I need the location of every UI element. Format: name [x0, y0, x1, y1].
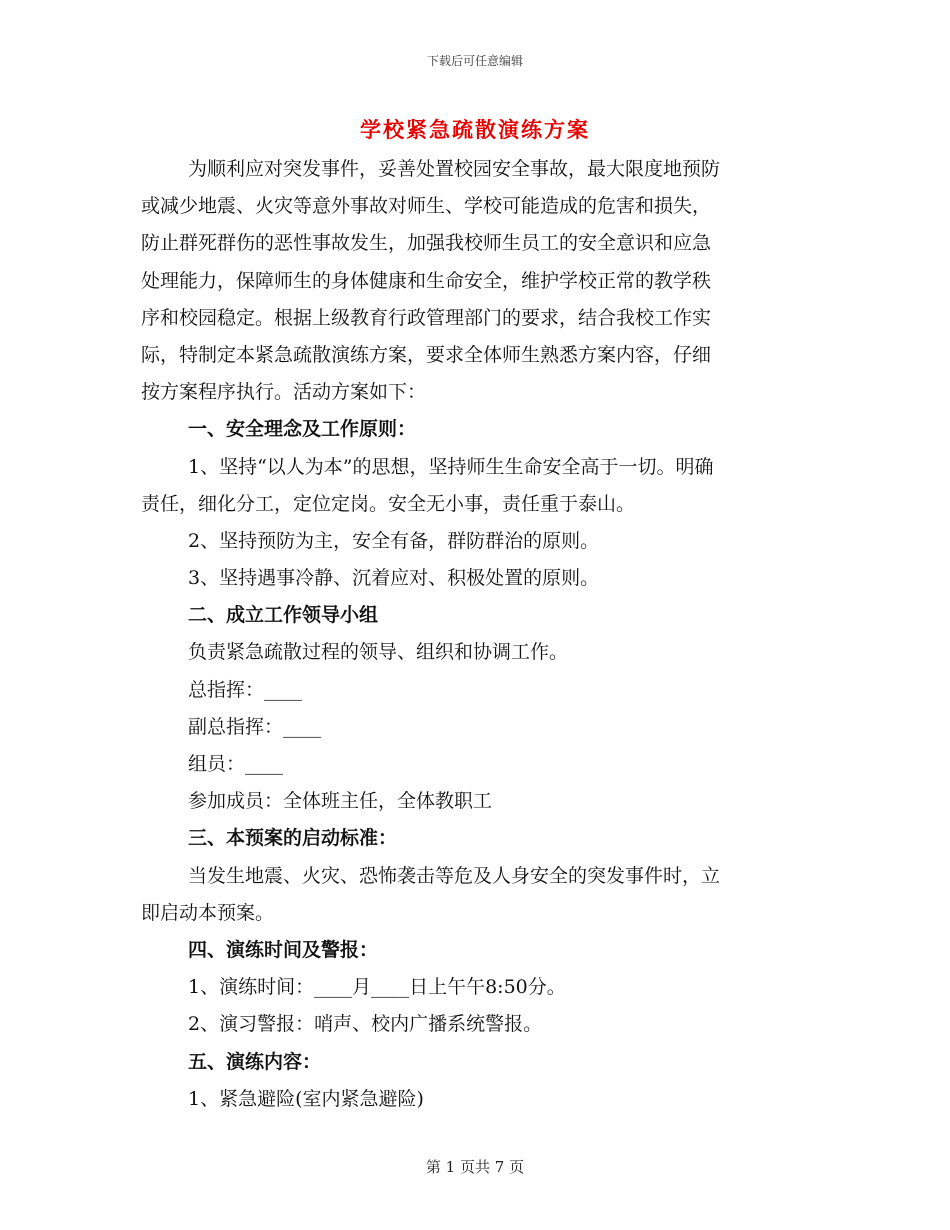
paragraph-line: 按方案程序执行。活动方案如下： [141, 381, 427, 404]
paragraph-line: 处理能力，保障师生的身体健康和生命安全，维护学校正常的教学秩 [141, 269, 712, 292]
section-heading: 二、成立工作领导小组 [188, 604, 379, 627]
paragraph-line: 防止群死群伤的恶性事故发生，加强我校师生员工的安全意识和应急 [141, 232, 712, 255]
section-heading: 四、演练时间及警报： [188, 938, 379, 961]
paragraph-line: 责任，细化分工，定位定岗。安全无小事，责任重于泰山。 [141, 492, 636, 515]
paragraph-line: 1、紧急避险(室内紧急避险) [188, 1087, 424, 1110]
paragraph-line: 际，特制定本紧急疏散演练方案，要求全体师生熟悉方案内容，仔细 [141, 343, 712, 366]
section-heading: 一、安全理念及工作原则： [188, 418, 417, 441]
paragraph-line: 当发生地震、火灾、恐怖袭击等危及人身安全的突发事件时，立 [188, 864, 721, 887]
paragraph-line: 序和校园稳定。根据上级教育行政管理部门的要求，结合我校工作实 [141, 306, 712, 329]
paragraph-line: 2、演习警报：哨声、校内广播系统警报。 [188, 1013, 543, 1036]
paragraph-line: 参加成员：全体班主任，全体教职工 [188, 790, 493, 813]
document-title: 学校紧急疏散演练方案 [360, 117, 590, 142]
paragraph-line: 负责紧急疏散过程的领导、组织和协调工作。 [188, 641, 569, 664]
paragraph-line: 为顺利应对突发事件，妥善处置校园安全事故，最大限度地预防 [188, 158, 721, 180]
page-footer: 第 1 页共 7 页 [425, 1158, 525, 1176]
paragraph-line: 组员：____ [188, 753, 284, 775]
document-body [141, 151, 811, 1118]
paragraph-line: 3、坚持遇事冷静、沉着应对、积极处置的原则。 [188, 567, 600, 590]
paragraph-line: 2、坚持预防为主，安全有备，群防群治的原则。 [188, 529, 600, 552]
paragraph-line: 1、坚持“以人为本”的思想，坚持师生生命安全高于一切。明确 [188, 455, 714, 478]
section-heading: 三、本预案的启动标准： [188, 827, 398, 850]
page-header: 下载后可任意编辑 [426, 54, 523, 68]
paragraph-line: 1、演练时间：____月____日上午午8:50分。 [188, 976, 566, 999]
paragraph-line: 副总指挥：____ [188, 715, 322, 738]
paragraph-line: 即启动本预案。 [141, 901, 275, 924]
paragraph-line: 或减少地震、火灾等意外事故对师生、学校可能造成的危害和损失， [141, 195, 712, 218]
section-heading: 五、演练内容： [188, 1050, 322, 1073]
paragraph-line: 总指挥：____ [188, 678, 303, 701]
